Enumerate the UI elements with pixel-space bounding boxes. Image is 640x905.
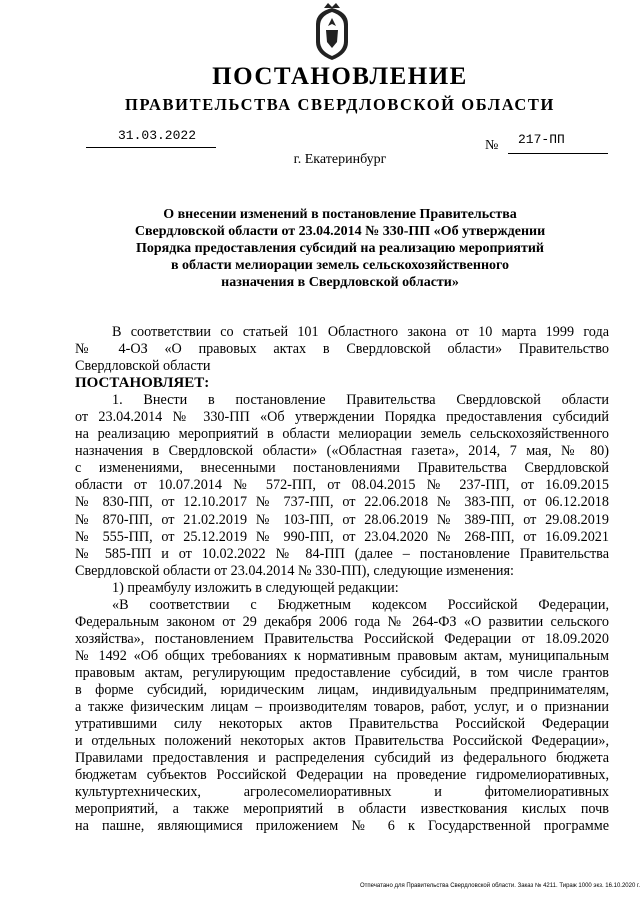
body-line: назначения в Свердловской области» («Областная газета», 2014, 7 мая, № 80) xyxy=(75,443,609,460)
heading-line: Порядка предоставления субсидий на реализацию мероприятий xyxy=(135,241,544,256)
body-line: В соответствии со статьей 101 Областного закона от 10 марта 1999 года xyxy=(112,324,609,340)
document-number: 217-ПП xyxy=(518,132,565,147)
print-footer: Отпечатано для Правительства Свердловской области. Заказ № 4211. Тираж 1000 экз. 16.10.2020 г. xyxy=(360,883,640,889)
body-line: № 555-ПП, от 25.12.2019 № 990-ПП, от 23.04.2020 № 268-ПП, от 16.09.2021 xyxy=(75,528,609,545)
body-line: от 23.04.2014 № 330-ПП «Об утверждении Порядка предоставления субсидий xyxy=(75,409,609,426)
body-line: Федеральным законом от 29 декабря 2006 года № 264-ФЗ «О развитии сельского xyxy=(75,613,609,630)
body-line: Свердловской области xyxy=(75,358,211,375)
body-line: 1) преамбулу изложить в следующей редакции: xyxy=(112,579,399,596)
heading-line: О внесении изменений в постановление Правительства xyxy=(163,207,517,222)
body-line: а также физическим лицам – производителям товаров, работ, услуг, и о признании xyxy=(75,699,609,716)
body-line: Правилами предоставления и распределения субсидий из федерального бюджета xyxy=(75,750,609,767)
city-label: г. Екатеринбург xyxy=(293,152,387,167)
resolution-keyword: ПОСТАНОВЛЯЕТ: xyxy=(75,375,210,392)
body-line: и отдельных положений некоторых актов Правительства Российской Федерации», xyxy=(75,733,609,750)
body-line: Свердловской области от 23.04.2014 № 330-ПП), следующие изменения: xyxy=(75,562,514,579)
coat-of-arms-emblem xyxy=(310,2,354,62)
body-line: № 1492 «Об общих требованиях к нормативным правовым актам, муниципальным xyxy=(75,647,609,664)
body-line: в форме субсидий, юридическим лицам, индивидуальным предпринимателям, xyxy=(75,681,609,698)
heading-line: назначения в Свердловской области» xyxy=(221,275,459,290)
body-line: № 830-ПП, от 12.10.2017 № 737-ПП, от 22.06.2018 № 383-ПП, от 06.12.2018 xyxy=(75,494,609,511)
document-title: ПОСТАНОВЛЕНИЕ xyxy=(212,63,468,90)
heading-line: Свердловской области от 23.04.2014 № 330-ПП «Об утверждении xyxy=(134,224,546,239)
document-subtitle: ПРАВИТЕЛЬСТВА СВЕРДЛОВСКОЙ ОБЛАСТИ xyxy=(125,95,555,114)
body-line: утратившими силу некоторых актов Правительства Российской Федерации xyxy=(75,716,609,733)
body-line: № 4-ОЗ «О правовых актах в Свердловской области» Правительство xyxy=(75,341,609,358)
body-line: правовым актам, регулирующим предоставление субсидий, в том числе грантов xyxy=(75,664,609,681)
heading-line: в области мелиорации земель сельскохозяйственного xyxy=(170,258,510,273)
number-sign: № xyxy=(485,138,499,153)
body-line: 1. Внести в постановление Правительства Свердловской области xyxy=(112,392,609,409)
body-line: хозяйства», постановлением Правительства Российской Федерации от 18.09.2020 xyxy=(75,630,609,647)
body-line: бюджетам субъектов Российской Федерации на проведение гидромелиоративных, xyxy=(75,767,609,784)
body-line: «В соответствии с Бюджетным кодексом Российской Федерации, xyxy=(112,596,609,613)
document-body xyxy=(75,324,609,835)
body-line: области от 10.07.2014 № 572-ПП, от 08.04.2015 № 237-ПП, от 16.09.2015 xyxy=(75,477,609,494)
body-line: на пашне, являющимися приложением № 6 к Государственной программе xyxy=(75,818,609,835)
body-line: на реализацию мероприятий в области мелиорации земель сельскохозяйственного xyxy=(75,426,609,443)
document-heading xyxy=(95,206,585,291)
body-line: № 870-ПП, от 21.02.2019 № 103-ПП, от 28.06.2019 № 389-ПП, от 29.08.2019 xyxy=(75,511,609,528)
document-date: 31.03.2022 xyxy=(118,128,197,143)
date-underline xyxy=(86,147,216,148)
body-line: с изменениями, внесенными постановлениями Правительства Свердловской xyxy=(75,460,609,477)
body-line: мероприятий, а также мероприятий в области известкования кислых почв xyxy=(75,801,609,818)
body-line: культуртехнических, агролесомелиоративных и фитомелиоративных xyxy=(75,784,609,801)
body-line: № 585-ПП и от 10.02.2022 № 84-ПП (далее – постановление Правительства xyxy=(75,545,609,562)
